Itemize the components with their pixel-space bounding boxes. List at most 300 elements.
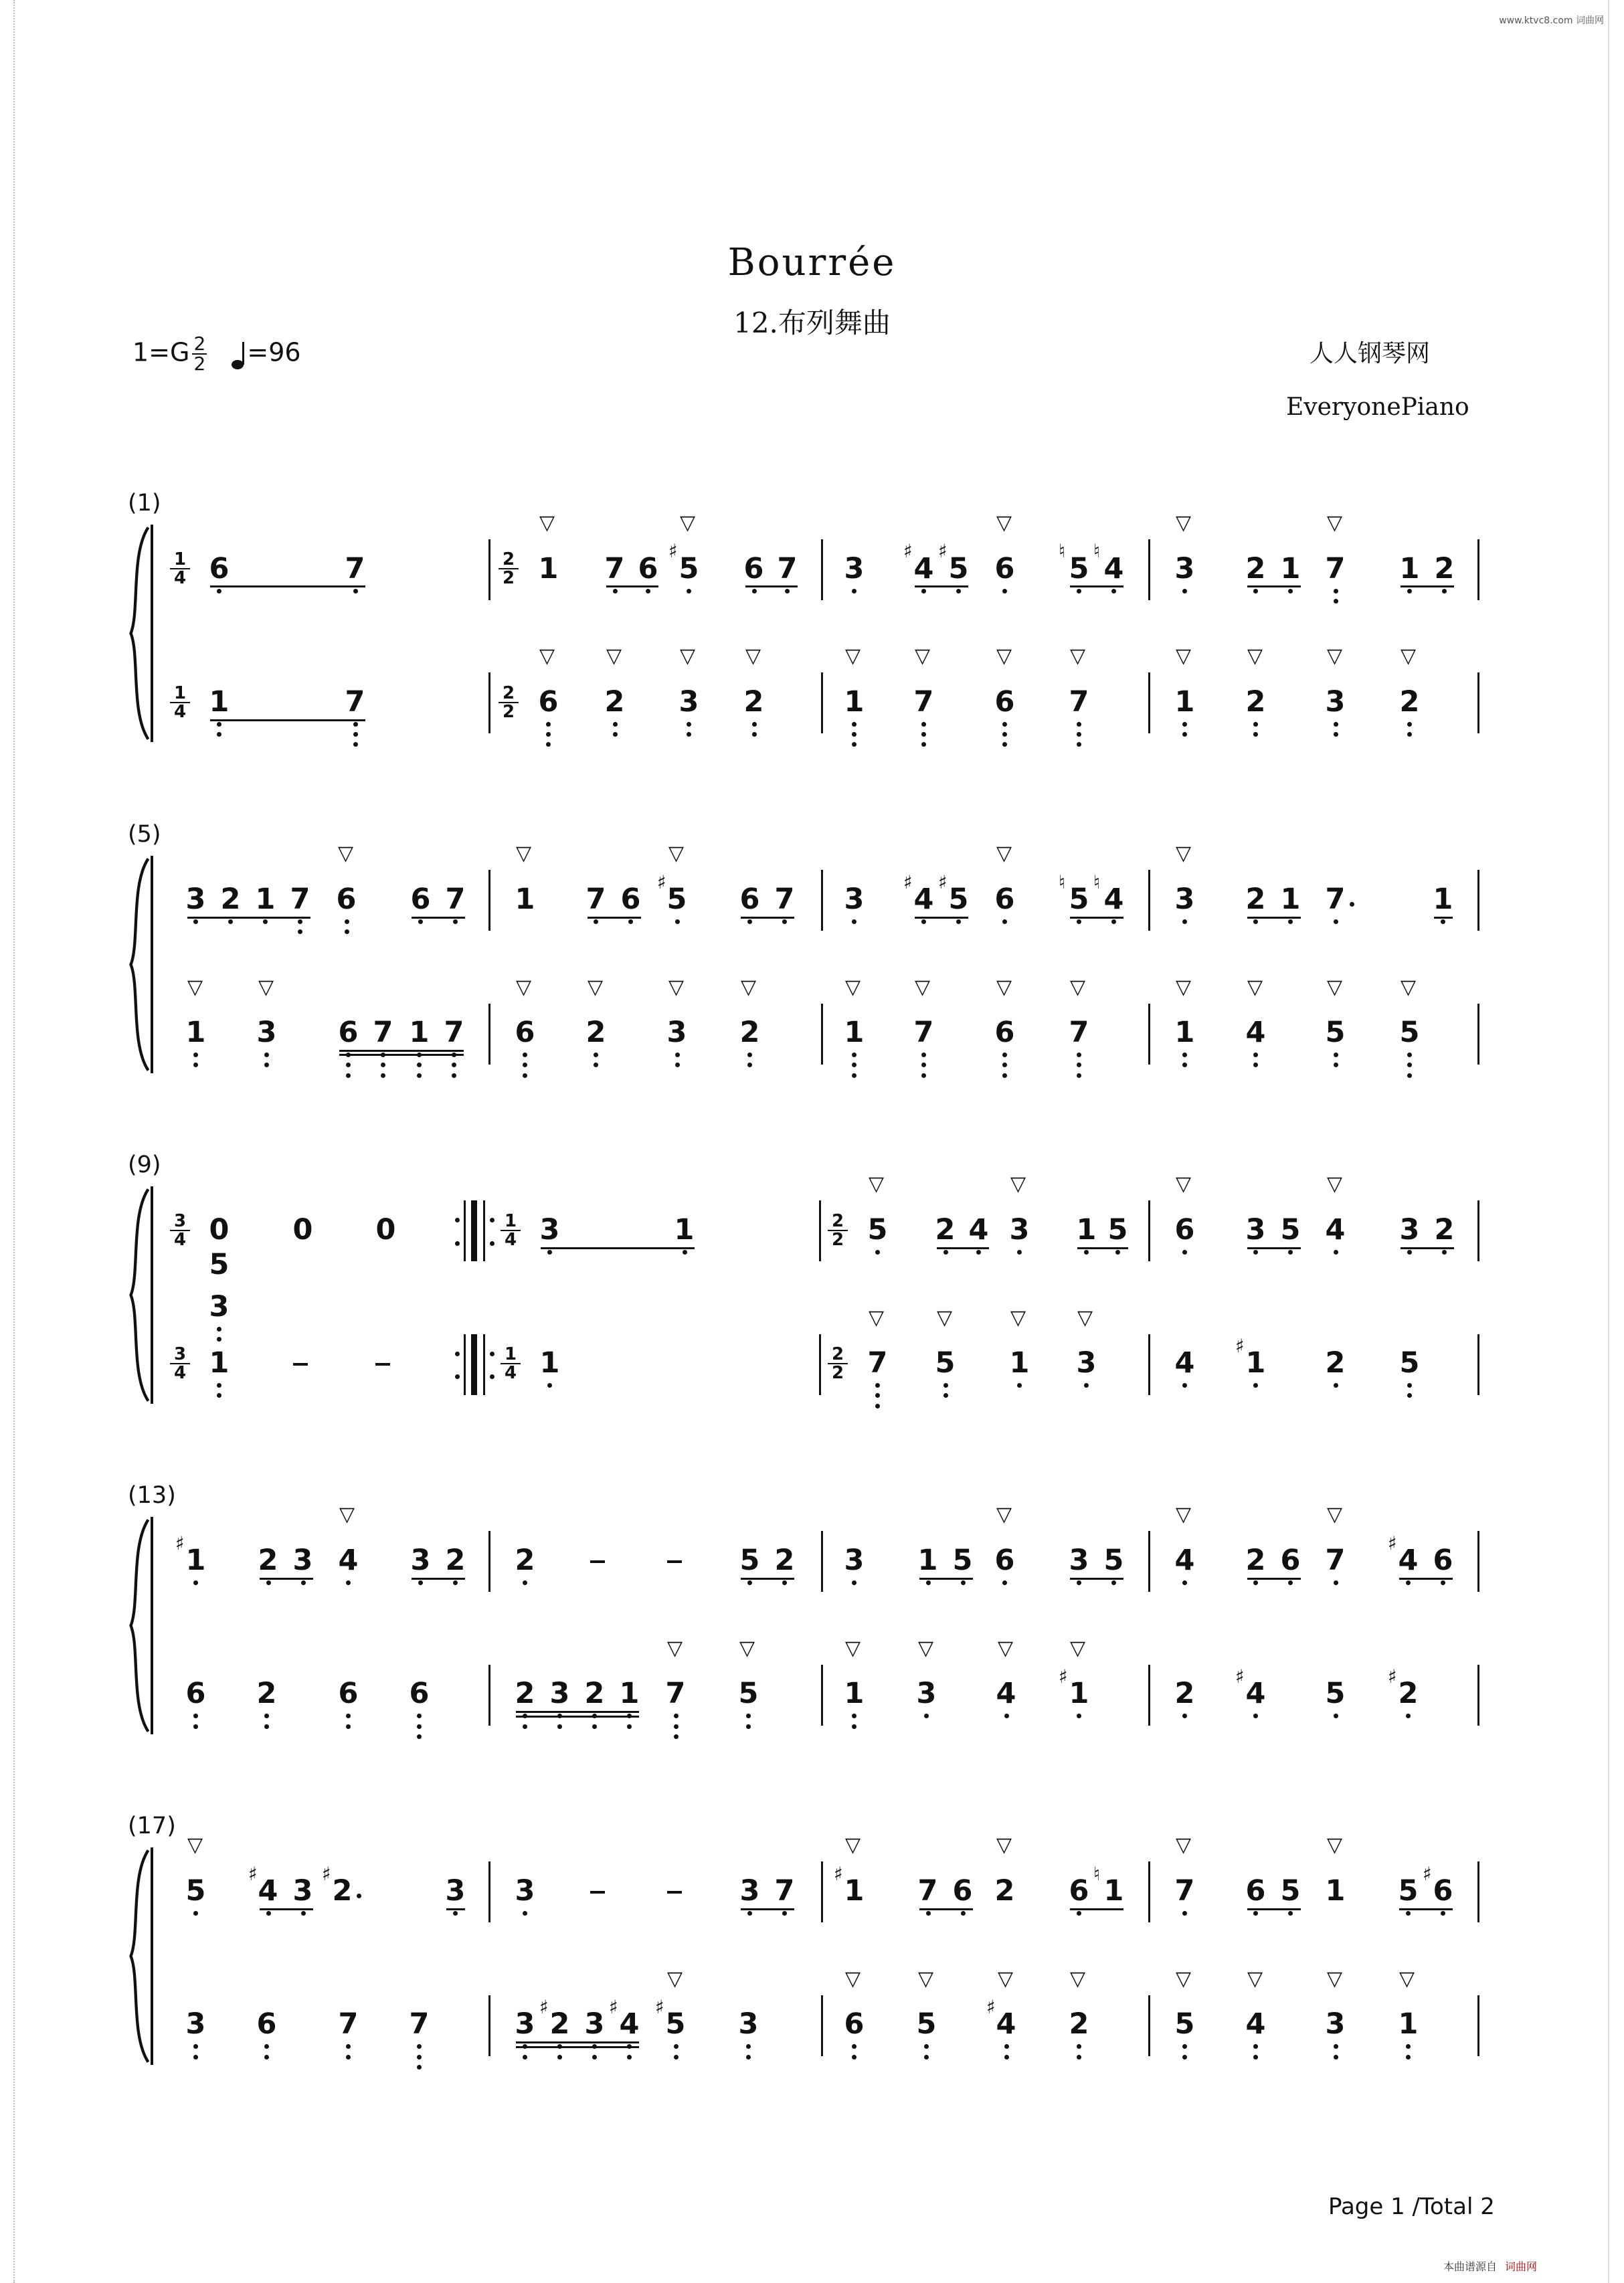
breath-mark-icon: ▽ xyxy=(1176,842,1192,865)
octave-dot xyxy=(1077,732,1081,737)
octave-dot xyxy=(217,1337,221,1342)
octave-dot xyxy=(852,1580,856,1585)
jianpu-note: 7 xyxy=(1325,1544,1346,1577)
jianpu-note: 3 xyxy=(739,1874,760,1908)
octave-dot xyxy=(1077,1053,1081,1057)
jianpu-note: 1 xyxy=(1103,1874,1124,1908)
time-signature: 2 2 xyxy=(828,1212,848,1249)
octave-dot xyxy=(1334,1053,1338,1057)
sustain-dash xyxy=(590,1891,605,1894)
jianpu-note: 1 xyxy=(844,1874,865,1908)
jianpu-note: 1 xyxy=(619,1677,640,1710)
octave-dot xyxy=(875,1393,880,1398)
octave-dot xyxy=(921,742,926,747)
breath-mark-icon: ▽ xyxy=(1327,976,1343,999)
jianpu-note: 3 xyxy=(292,1874,313,1908)
octave-dot xyxy=(921,1053,926,1057)
accidental-sharp: ♯ xyxy=(175,1532,185,1554)
octave-dot xyxy=(1017,1250,1022,1255)
system-number: (9) xyxy=(128,1152,161,1178)
jianpu-note: 1 xyxy=(185,1544,206,1577)
jianpu-note: 2 xyxy=(1245,552,1266,585)
repeat-barline-thin xyxy=(464,1334,466,1395)
jianpu-note: 7 xyxy=(409,2007,430,2041)
jianpu-note: 6 xyxy=(1280,1544,1301,1577)
jianpu-note: 6 xyxy=(1433,1874,1453,1908)
repeat-barline-thick xyxy=(471,1334,477,1395)
breath-mark-icon: ▽ xyxy=(588,976,604,999)
score-subtitle: 12.布列舞曲 xyxy=(733,306,891,339)
octave-dot xyxy=(1334,1250,1338,1255)
breath-mark-icon: ▽ xyxy=(1176,1833,1192,1857)
jianpu-note: 5 xyxy=(1398,1874,1419,1908)
breath-mark-icon: ▽ xyxy=(1327,644,1343,668)
system-brace-icon xyxy=(128,1517,151,1737)
octave-dot xyxy=(674,1734,679,1739)
time-signature: 1 4 xyxy=(170,551,190,587)
accidental-sharp: ♯ xyxy=(938,540,948,562)
underline xyxy=(412,1578,465,1580)
breath-mark-icon: ▽ xyxy=(539,644,555,668)
breath-mark-icon: ▽ xyxy=(667,1967,683,1991)
breath-mark-icon: ▽ xyxy=(187,976,203,999)
octave-dot xyxy=(1253,1580,1258,1585)
barline xyxy=(488,1531,490,1592)
jianpu-note: 3 xyxy=(1245,1213,1266,1247)
octave-dot xyxy=(1182,589,1187,593)
underline xyxy=(516,2046,639,2048)
jianpu-note: 3 xyxy=(1174,883,1195,916)
accidental-sharp: ♯ xyxy=(1059,1665,1068,1687)
jianpu-note: 5 xyxy=(1174,2007,1195,2041)
octave-dot xyxy=(1407,732,1412,737)
sustain-dash xyxy=(667,1560,682,1563)
barline xyxy=(1477,1004,1479,1065)
jianpu-note: 2 xyxy=(1069,2007,1089,2041)
accidental-sharp: ♯ xyxy=(986,1996,996,2018)
barline xyxy=(821,1665,823,1726)
breath-mark-icon: ▽ xyxy=(338,842,354,865)
barline xyxy=(821,1531,823,1592)
system-number: (5) xyxy=(128,821,161,848)
breath-mark-icon: ▽ xyxy=(998,1967,1014,1991)
octave-dot xyxy=(452,1063,456,1067)
jianpu-note: 5 xyxy=(916,2007,937,2041)
jianpu-note: 4 xyxy=(619,2007,640,2041)
jianpu-note: 6 xyxy=(952,1874,973,1908)
jianpu-note: 7 xyxy=(1174,1874,1195,1908)
repeat-barline-thin xyxy=(483,1334,485,1395)
jianpu-note: 5 xyxy=(209,1248,230,1281)
jianpu-note: 4 xyxy=(1174,1544,1195,1577)
jianpu-note: 3 xyxy=(844,1544,865,1577)
jianpu-note: 2 xyxy=(220,883,241,916)
octave-dot xyxy=(193,919,198,924)
jianpu-note: 6 xyxy=(994,552,1015,585)
octave-dot xyxy=(546,742,551,747)
octave-dot xyxy=(1406,1714,1411,1718)
jianpu-note: 4 xyxy=(258,1874,278,1908)
accidental-sharp: ♯ xyxy=(1235,1335,1245,1357)
octave-dot xyxy=(345,919,349,924)
jianpu-note: 6 xyxy=(1069,1874,1089,1908)
jianpu-note: 3 xyxy=(209,1290,230,1323)
barline xyxy=(1148,672,1150,733)
octave-dot xyxy=(1002,1053,1007,1057)
breath-mark-icon: ▽ xyxy=(915,644,931,668)
octave-dot xyxy=(547,1383,552,1388)
octave-dot xyxy=(1077,1580,1081,1585)
jianpu-note: 3 xyxy=(515,2007,535,2041)
octave-dot xyxy=(453,1580,458,1585)
jianpu-note: 2 xyxy=(1399,685,1420,719)
breath-mark-icon: ▽ xyxy=(998,1637,1014,1660)
octave-dot xyxy=(417,1714,422,1718)
octave-dot xyxy=(1253,722,1258,727)
octave-dot xyxy=(1334,1063,1338,1067)
octave-dot xyxy=(1077,1073,1081,1078)
jianpu-note: 7 xyxy=(774,1874,795,1908)
octave-dot xyxy=(1002,1580,1007,1585)
jianpu-note: 3 xyxy=(1399,1213,1420,1247)
jianpu-note: 2 xyxy=(774,1544,795,1577)
breath-mark-icon: ▽ xyxy=(1070,1967,1086,1991)
octave-dot xyxy=(1182,1383,1187,1388)
jianpu-note: 6 xyxy=(1433,1544,1453,1577)
octave-dot xyxy=(301,1911,306,1916)
octave-dot xyxy=(453,919,458,924)
jianpu-note: 7 xyxy=(345,685,365,719)
octave-dot xyxy=(417,1724,422,1729)
jianpu-note: 4 xyxy=(996,2007,1016,2041)
octave-dot xyxy=(1111,1580,1116,1585)
breath-mark-icon: ▽ xyxy=(1399,1967,1415,1991)
octave-dot xyxy=(264,1714,269,1718)
system-brace-icon xyxy=(128,856,151,1076)
jianpu-note: 1 xyxy=(1398,2007,1419,2041)
breath-mark-icon: ▽ xyxy=(668,976,685,999)
jianpu-note: 1 xyxy=(844,1016,865,1049)
octave-dot xyxy=(1288,1911,1293,1916)
octave-dot xyxy=(1182,1053,1187,1057)
octave-dot xyxy=(627,1724,632,1729)
jianpu-note: 2 xyxy=(1325,1346,1346,1380)
barline xyxy=(1477,1665,1479,1726)
jianpu-note: 0 xyxy=(375,1213,396,1247)
octave-dot xyxy=(746,1724,751,1729)
octave-dot xyxy=(976,1250,981,1255)
jianpu-note: 1 xyxy=(185,1016,206,1049)
accidental-sharp: ♯ xyxy=(248,1863,258,1885)
system-brace-icon xyxy=(128,1847,151,2068)
breath-mark-icon: ▽ xyxy=(1070,976,1086,999)
breath-mark-icon: ▽ xyxy=(1327,1833,1343,1857)
underline xyxy=(516,1711,639,1713)
jianpu-note: 1 xyxy=(844,1677,865,1710)
jianpu-note: 2 xyxy=(584,1677,605,1710)
repeat-dot xyxy=(455,1218,460,1222)
repeat-dot xyxy=(490,1352,494,1356)
underline xyxy=(1070,917,1123,919)
octave-dot xyxy=(546,722,551,727)
repeat-barline-thick xyxy=(471,1200,477,1261)
system-number: (17) xyxy=(128,1813,176,1839)
jianpu-note: 2 xyxy=(1398,1677,1419,1710)
octave-dot xyxy=(687,589,691,593)
jianpu-note: 2 xyxy=(515,1544,535,1577)
jianpu-note: 5 xyxy=(1325,1677,1346,1710)
accidental-sharp: ♯ xyxy=(1235,1665,1245,1687)
octave-dot xyxy=(1334,919,1338,924)
jianpu-note: 3 xyxy=(738,2007,759,2041)
underline xyxy=(741,1578,794,1580)
breath-mark-icon: ▽ xyxy=(937,1306,953,1330)
jianpu-note: 6 xyxy=(256,2007,277,2041)
system-number: (1) xyxy=(128,490,161,517)
jianpu-note: 7 xyxy=(445,883,466,916)
octave-dot xyxy=(613,589,618,593)
underline xyxy=(745,585,798,587)
octave-dot xyxy=(1334,599,1338,604)
jianpu-note: 2 xyxy=(1245,883,1266,916)
jianpu-note: 6 xyxy=(336,883,357,916)
octave-dot xyxy=(1077,722,1081,727)
octave-dot xyxy=(1111,589,1116,593)
accidental-sharp: ♯ xyxy=(1388,1532,1397,1554)
breath-mark-icon: ▽ xyxy=(741,976,757,999)
jianpu-note: 2 xyxy=(1245,685,1266,719)
repeat-dot xyxy=(490,1374,494,1379)
octave-dot xyxy=(921,732,926,737)
jianpu-note: 4 xyxy=(968,1213,989,1247)
underline xyxy=(412,917,465,919)
octave-dot xyxy=(1182,1580,1187,1585)
octave-dot xyxy=(1406,1911,1411,1916)
barline xyxy=(1477,539,1479,600)
octave-dot xyxy=(346,1724,351,1729)
octave-dot xyxy=(852,742,856,747)
octave-dot xyxy=(752,589,757,593)
underline xyxy=(260,1908,313,1910)
barline xyxy=(1477,672,1479,733)
octave-dot xyxy=(675,1053,680,1057)
octave-dot xyxy=(1182,919,1187,924)
breath-mark-icon: ▽ xyxy=(996,1503,1012,1526)
barline xyxy=(488,539,490,600)
barline xyxy=(488,1004,490,1065)
source-watermark-bottom-right: 词曲网 xyxy=(1504,2260,1537,2273)
octave-dot xyxy=(523,1063,527,1067)
octave-dot xyxy=(193,1724,198,1729)
octave-dot xyxy=(1182,1063,1187,1067)
accidental-sharp: ♯ xyxy=(938,871,948,893)
octave-dot xyxy=(1077,1911,1081,1916)
octave-dot xyxy=(747,1053,752,1057)
jianpu-note: 2 xyxy=(515,1677,535,1710)
octave-dot xyxy=(547,1250,552,1255)
octave-dot xyxy=(752,722,757,727)
octave-dot xyxy=(1407,1073,1412,1078)
barline xyxy=(488,1665,490,1726)
jianpu-note: 1 xyxy=(1174,1016,1195,1049)
jianpu-note: 7 xyxy=(585,883,606,916)
octave-dot xyxy=(943,1383,948,1388)
jianpu-note: 3 xyxy=(1009,1213,1030,1247)
jianpu-note: 2 xyxy=(604,685,625,719)
octave-dot xyxy=(523,1724,527,1729)
breath-mark-icon: ▽ xyxy=(918,1637,934,1660)
octave-dot xyxy=(852,732,856,737)
jianpu-note: 5 xyxy=(948,883,969,916)
octave-dot xyxy=(1182,1911,1187,1916)
jianpu-note: 1 xyxy=(209,685,230,719)
breath-mark-icon: ▽ xyxy=(1247,1967,1263,1991)
octave-dot xyxy=(264,1053,269,1057)
jianpu-note: 2 xyxy=(445,1544,466,1577)
octave-dot xyxy=(1288,919,1293,924)
octave-dot xyxy=(217,732,221,737)
underline xyxy=(588,917,641,919)
jianpu-note: 7 xyxy=(777,552,798,585)
breath-mark-icon: ▽ xyxy=(845,1967,861,1991)
underline xyxy=(339,1050,464,1052)
jianpu-note: 2 xyxy=(258,1544,278,1577)
octave-dot xyxy=(683,1250,687,1255)
jianpu-note: 5 xyxy=(1399,1016,1420,1049)
octave-dot xyxy=(1182,2044,1187,2049)
sustain-dash xyxy=(293,1363,308,1366)
jianpu-note: 1 xyxy=(209,1346,230,1380)
octave-dot xyxy=(417,2044,422,2049)
breath-mark-icon: ▽ xyxy=(1176,976,1192,999)
octave-dot xyxy=(628,919,633,924)
octave-dot xyxy=(1442,589,1447,593)
octave-dot xyxy=(1002,1063,1007,1067)
jianpu-note: 4 xyxy=(913,552,934,585)
octave-dot xyxy=(592,2055,597,2060)
underline xyxy=(937,1247,989,1249)
jianpu-note: 1 xyxy=(538,552,559,585)
underline xyxy=(915,585,968,587)
jianpu-note: 2 xyxy=(256,1677,277,1710)
octave-dot xyxy=(345,929,349,934)
barline xyxy=(1148,539,1150,600)
octave-dot xyxy=(926,1911,931,1916)
jianpu-note: 3 xyxy=(256,1016,277,1049)
jianpu-note: 3 xyxy=(666,1016,687,1049)
jianpu-note: 5 xyxy=(867,1213,888,1247)
jianpu-note: 3 xyxy=(292,1544,313,1577)
octave-dot xyxy=(1017,1383,1022,1388)
octave-dot xyxy=(1334,1714,1338,1718)
underline xyxy=(741,917,794,919)
octave-dot xyxy=(193,1053,198,1057)
jianpu-note: 6 xyxy=(994,1544,1015,1577)
jianpu-note: 1 xyxy=(1009,1346,1030,1380)
accidental-sharp: ♯ xyxy=(834,1863,843,1885)
breath-mark-icon: ▽ xyxy=(918,1967,934,1991)
accidental-natural: ♮ xyxy=(1093,1863,1101,1885)
jianpu-note: 3 xyxy=(844,883,865,916)
jianpu-note: 5 xyxy=(1069,552,1089,585)
octave-dot xyxy=(961,1911,966,1916)
jianpu-note: 5 xyxy=(1069,883,1089,916)
jianpu-note: 6 xyxy=(739,883,760,916)
repeat-barline-thin xyxy=(464,1200,466,1261)
jianpu-note: 1 xyxy=(1280,883,1301,916)
repeat-dot xyxy=(490,1241,494,1246)
breath-mark-icon: ▽ xyxy=(996,842,1012,865)
breath-mark-icon: ▽ xyxy=(1401,644,1417,668)
octave-dot xyxy=(346,2055,351,2060)
octave-dot xyxy=(1253,1383,1258,1388)
jianpu-note: 2 xyxy=(935,1213,956,1247)
jianpu-note: 2 xyxy=(743,685,764,719)
accidental-natural: ♮ xyxy=(1059,540,1066,562)
octave-dot xyxy=(418,919,423,924)
underline xyxy=(1077,1247,1128,1249)
accidental-natural: ♮ xyxy=(1059,871,1066,893)
breath-mark-icon: ▽ xyxy=(869,1306,885,1330)
octave-dot xyxy=(852,722,856,727)
accidental-natural: ♮ xyxy=(1093,871,1101,893)
jianpu-note: 5 xyxy=(665,2007,686,2041)
octave-dot xyxy=(675,919,680,924)
octave-dot xyxy=(1084,1250,1089,1255)
octave-dot xyxy=(1002,1073,1007,1078)
breath-mark-icon: ▽ xyxy=(1327,1172,1343,1196)
accidental-sharp: ♯ xyxy=(609,1996,618,2018)
octave-dot xyxy=(1182,2055,1187,2060)
system-brace-icon xyxy=(128,1186,151,1406)
barline xyxy=(1148,1665,1150,1726)
underline xyxy=(919,1578,973,1580)
octave-dot xyxy=(193,1714,198,1718)
octave-dot xyxy=(193,1911,198,1916)
jianpu-note: 1 xyxy=(1399,552,1420,585)
jianpu-note: 1 xyxy=(1174,685,1195,719)
octave-dot xyxy=(353,722,358,727)
octave-dot xyxy=(228,919,233,924)
jianpu-note: 4 xyxy=(1103,883,1124,916)
jianpu-note: 6 xyxy=(844,2007,865,2041)
barline xyxy=(819,1200,821,1261)
jianpu-note: 6 xyxy=(994,1016,1015,1049)
jianpu-note: 6 xyxy=(620,883,641,916)
breath-mark-icon: ▽ xyxy=(845,644,861,668)
breath-mark-icon: ▽ xyxy=(516,976,532,999)
jianpu-note: 2 xyxy=(585,1016,606,1049)
octave-dot xyxy=(1182,732,1187,737)
underline xyxy=(1247,585,1301,587)
octave-dot xyxy=(674,1724,679,1729)
jianpu-note: 7 xyxy=(665,1677,686,1710)
underline xyxy=(1247,1247,1301,1249)
breath-mark-icon: ▽ xyxy=(606,644,622,668)
octave-dot xyxy=(924,2044,929,2049)
octave-dot xyxy=(1441,919,1445,924)
underline xyxy=(339,1054,464,1056)
time-signature: 1 4 xyxy=(170,684,190,721)
page-number: Page 1 /Total 2 xyxy=(1328,2193,1495,2220)
jianpu-note: 3 xyxy=(185,883,206,916)
octave-dot xyxy=(523,2055,527,2060)
octave-dot xyxy=(1253,1714,1258,1718)
jianpu-note: 7 xyxy=(1069,685,1089,719)
jianpu-note: 3 xyxy=(185,2007,206,2041)
octave-dot xyxy=(1002,919,1007,924)
jianpu-note: 6 xyxy=(209,552,230,585)
